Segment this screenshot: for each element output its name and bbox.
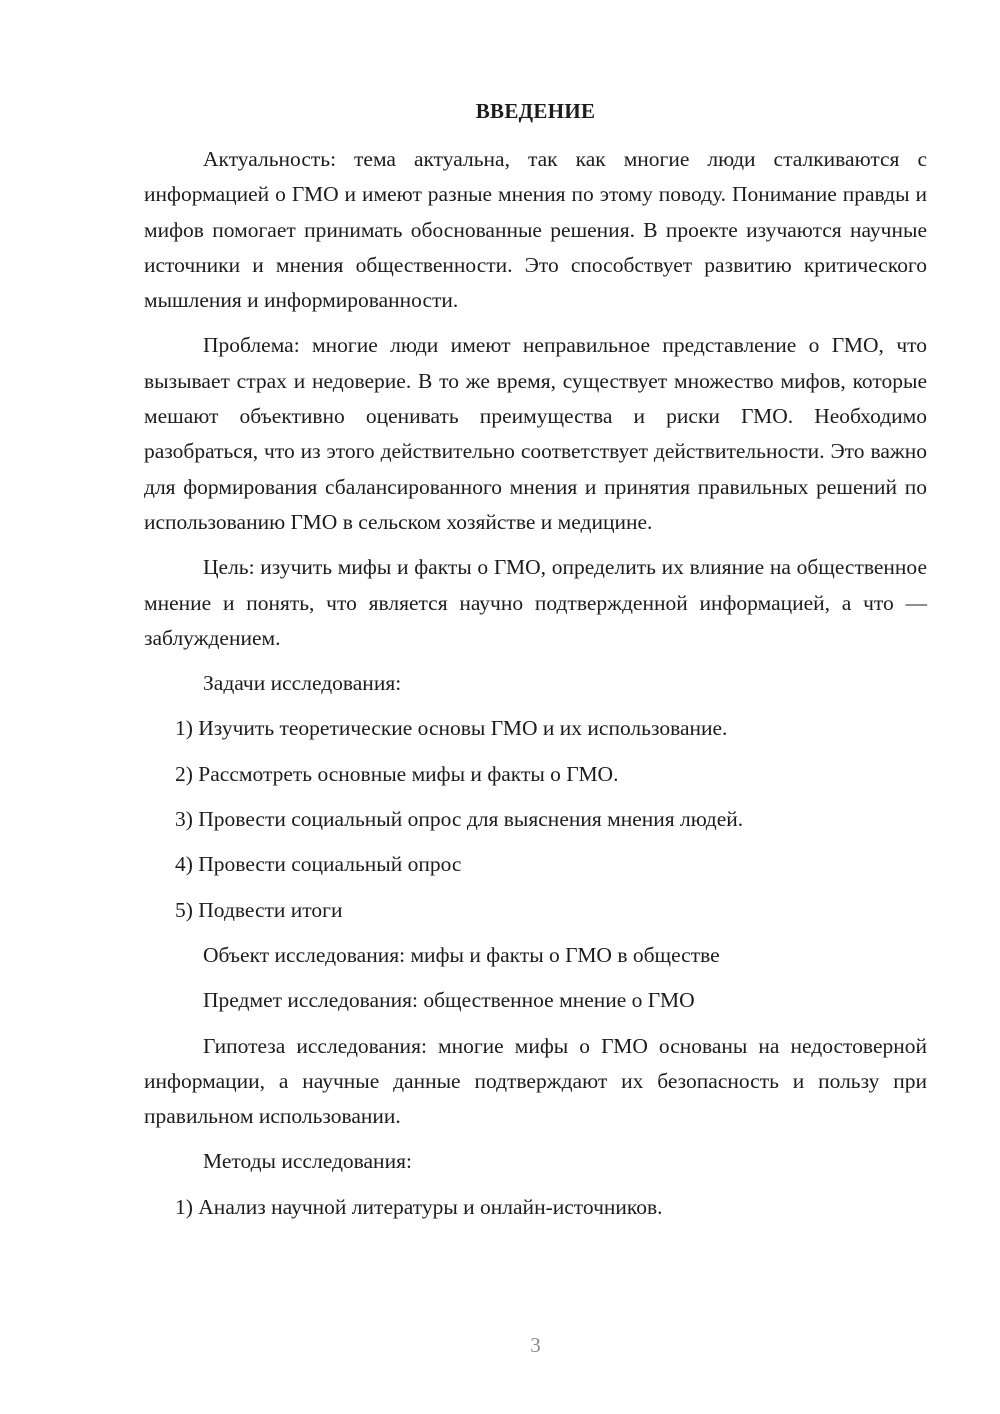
section-body <box>144 142 927 1235</box>
paragraph-problem: Проблема: многие люди имеют неправильное представление о ГМО, что вызывает страх и недоверие. В то же время, существует множество мифов, которые мешают объективно оценивать преимущества и риски ГМО. Необходимо разобраться, что из этого действительно соответствует действительности. Это важно для формирования сбалансированного мнения и принятия правильных решений по использованию ГМО в сельском хозяйстве и медицине. <box>144 333 927 534</box>
task-item-2: 2) Рассмотреть основные мифы и факты о ГМО. <box>175 761 619 786</box>
tasks-heading: Задачи исследования: <box>203 671 402 696</box>
paragraph-relevance: Актуальность: тема актуальна, так как многие люди сталкиваются с информацией о ГМО и имеют разные мнения по этому поводу. Понимание правды и мифов помогает принимать обоснованные решения. В проекте изучаются научные источники и мнения общественности. Это способствует развитию критического мышления и информированности. <box>144 147 927 313</box>
document-page <box>144 0 927 1414</box>
paragraph-hypothesis: Гипотеза исследования: многие мифы о ГМО основаны на недостоверной информации, а научные данные подтверждают их безопасность и пользу при правильном использовании. <box>144 1033 927 1129</box>
task-item-4: 4) Провести социальный опрос <box>175 852 462 877</box>
paragraph-subject: Предмет исследования: общественное мнение о ГМО <box>203 988 695 1013</box>
section-title: ВВЕДЕНИЕ <box>475 99 596 123</box>
page-number: 3 <box>530 1333 541 1357</box>
task-item-5: 5) Подвести итоги <box>175 897 343 922</box>
method-item-1: 1) Анализ научной литературы и онлайн-источников. <box>175 1194 663 1219</box>
paragraph-goal: Цель: изучить мифы и факты о ГМО, определить их влияние на общественное мнение и понять, что является научно подтвержденной информацией, а что — заблуждением. <box>144 555 927 650</box>
task-item-3: 3) Провести социальный опрос для выяснения мнения людей. <box>175 807 744 832</box>
task-item-1: 1) Изучить теоретические основы ГМО и их использование. <box>175 716 728 741</box>
paragraph-object: Объект исследования: мифы и факты о ГМО в обществе <box>203 942 720 967</box>
methods-heading: Методы исследования: <box>203 1149 412 1174</box>
